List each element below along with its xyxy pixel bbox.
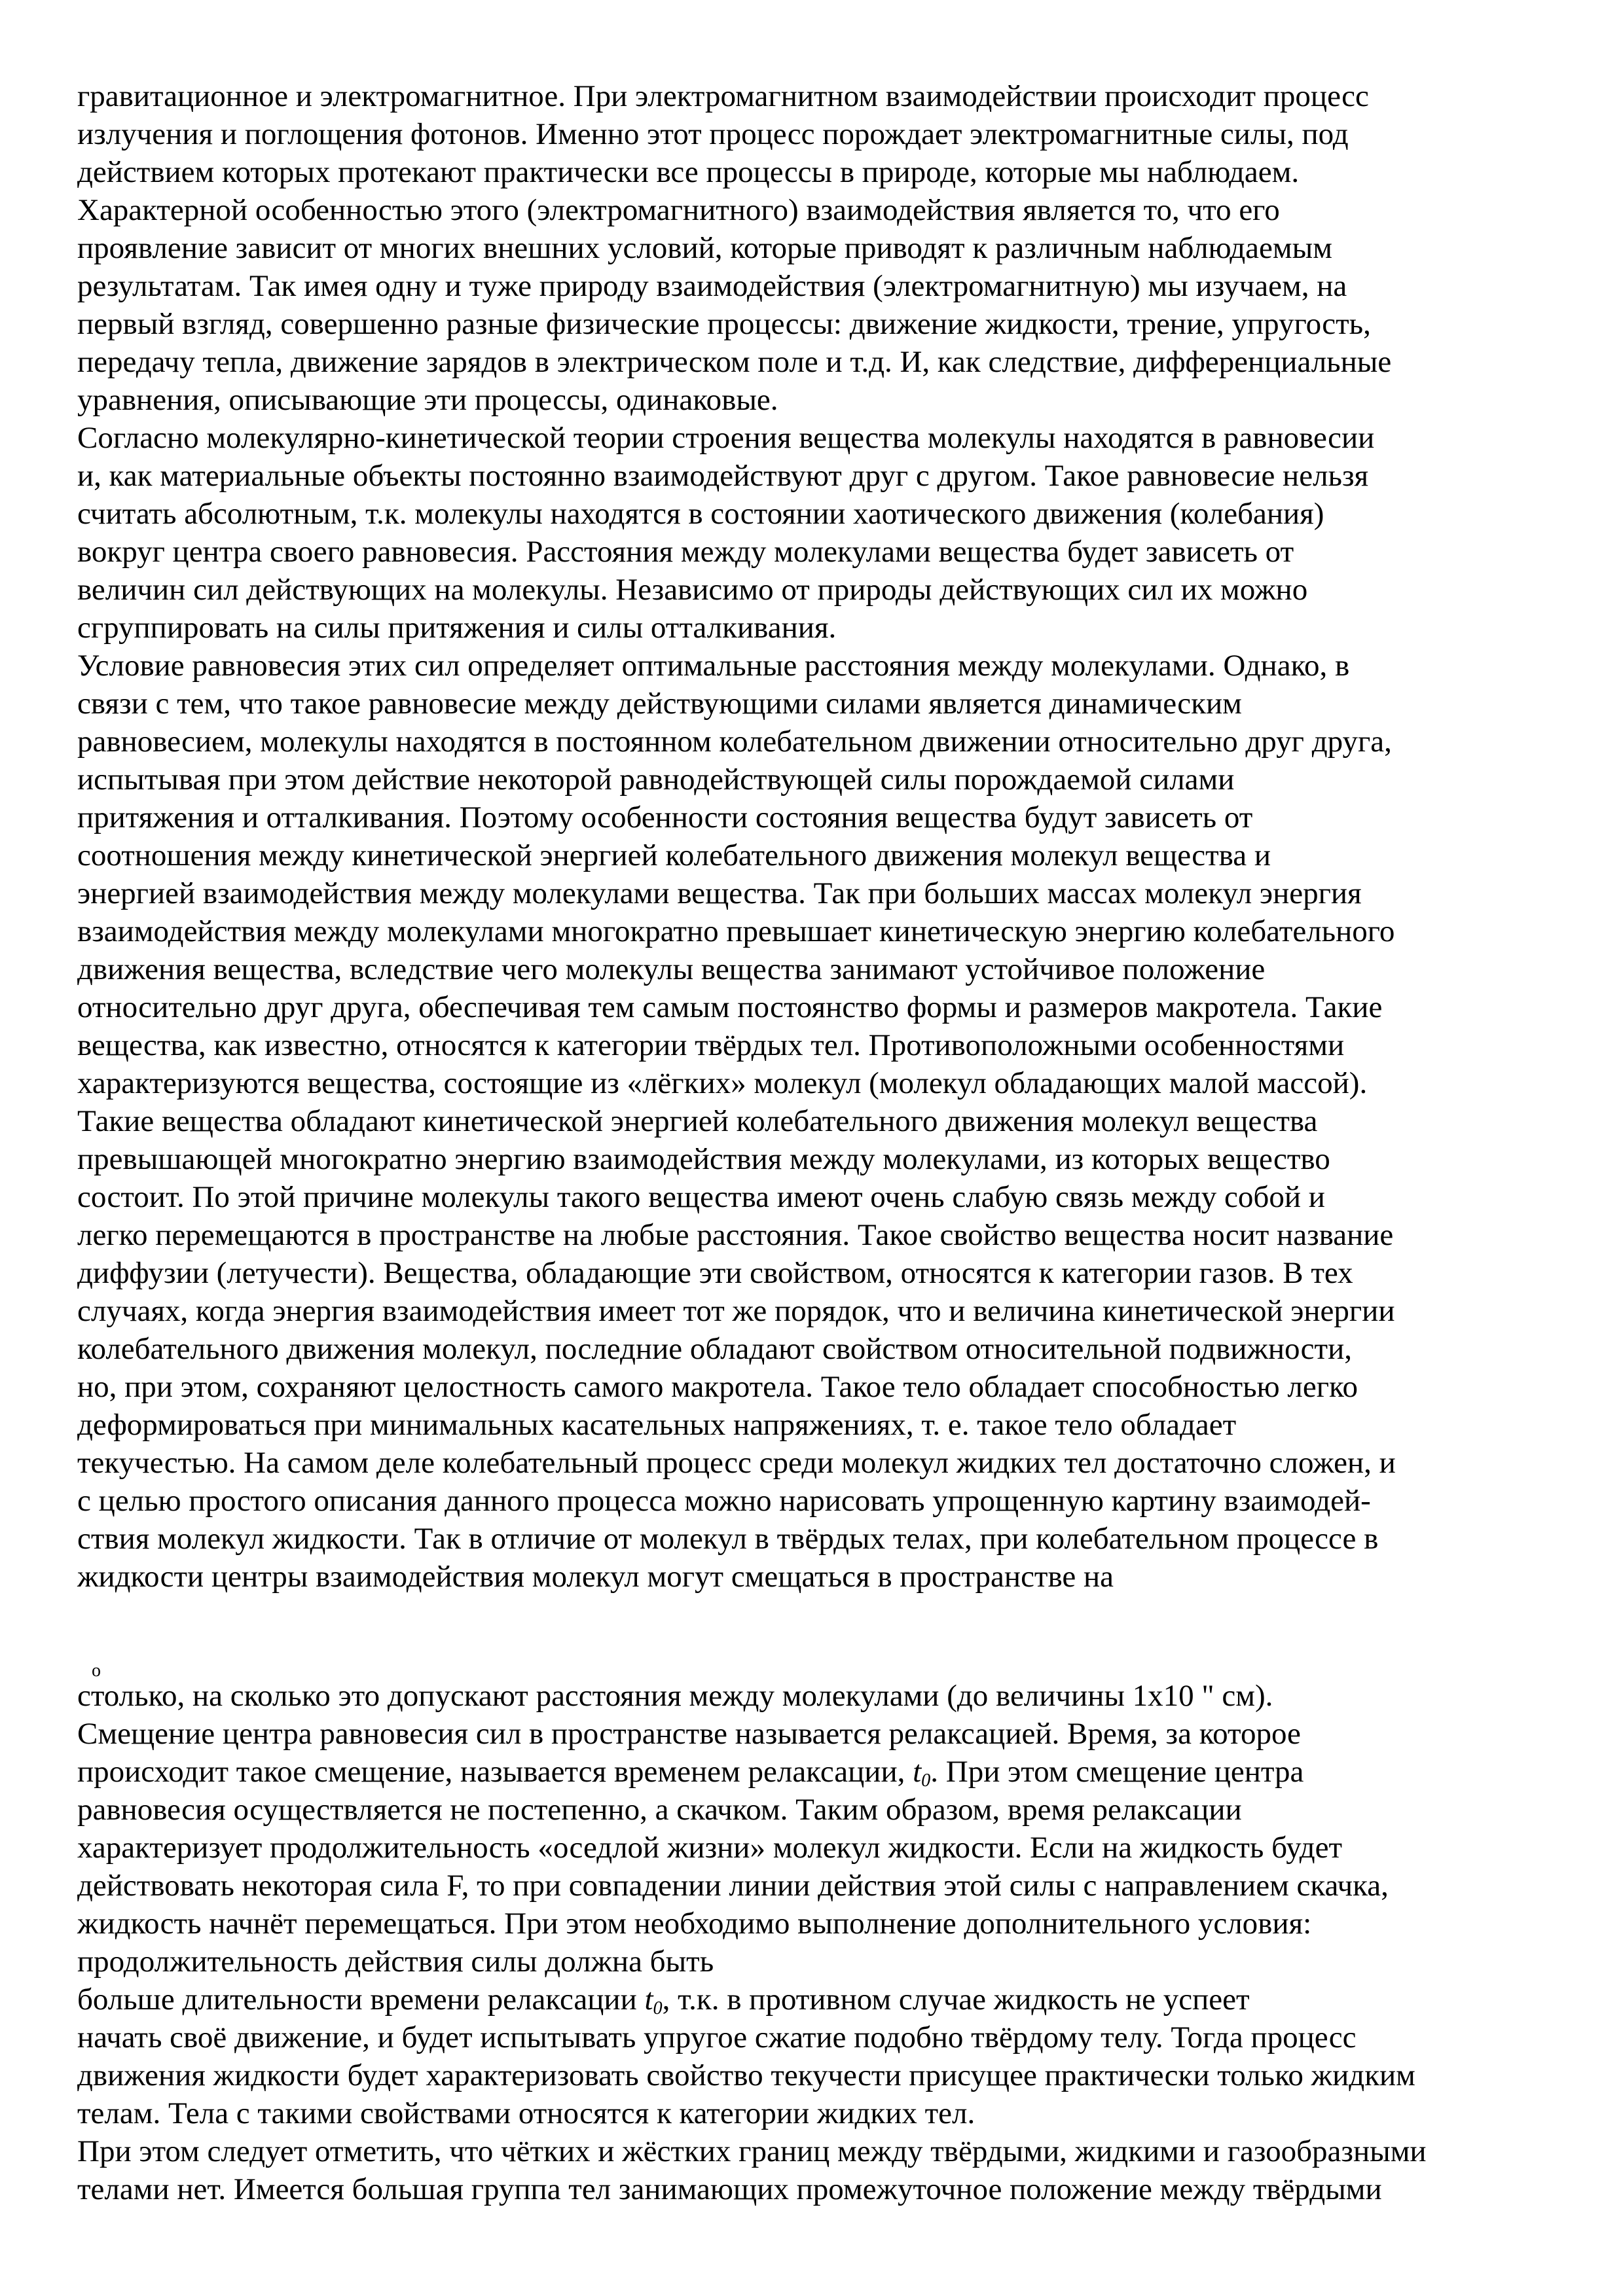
text-line: характеризуются вещества, состоящие из «лёгких» молекул (молекул обладающих малой массой). xyxy=(77,1066,1368,1100)
text-line: уравнения, описывающие эти процессы, одинаковые. xyxy=(77,383,778,417)
text-segment: . При этом смещение центра xyxy=(930,1755,1304,1789)
text-line: случаях, когда энергия взаимодействия имеет тот же порядок, что и величина кинетической энергии xyxy=(77,1294,1395,1328)
text-line: движения жидкости будет характеризовать свойство текучести присущее практически только жидким xyxy=(77,2058,1415,2092)
text-line: Такие вещества обладают кинетической энергией колебательного движения молекул вещества xyxy=(77,1104,1318,1138)
text-line: характеризует продолжительность «оседлой жизни» молекул жидкости. Если на жидкость будет xyxy=(77,1831,1343,1865)
text-line: При этом следует отметить, что чётких и жёстких границ между твёрдыми, жидкими и газообразными xyxy=(77,2134,1427,2168)
text-line: деформироваться при минимальных касательных напряжениях, т. е. такое тело обладает xyxy=(77,1408,1237,1442)
text-segment: происходит такое смещение, называется временем релаксации, xyxy=(77,1755,913,1789)
text-line: текучестью. На самом деле колебательный процесс среди молекул жидких тел достаточно сложен, и xyxy=(77,1446,1396,1480)
text-line: жидкости центры взаимодействия молекул могут смещаться в пространстве на xyxy=(77,1560,1114,1594)
text-line: продолжительность действия силы должна быть xyxy=(77,1945,714,1979)
text-line: Характерной особенностью этого (электромагнитного) взаимодействия является то, что его xyxy=(77,193,1280,227)
text-line: легко перемещаются в пространстве на любые расстояния. Такое свойство вещества носит название xyxy=(77,1218,1394,1252)
text-line: равновесия осуществляется не постепенно, а скачком. Таким образом, время релаксации xyxy=(77,1793,1242,1827)
text-line: Согласно молекулярно-кинетической теории строения вещества молекулы находятся в равновесии xyxy=(77,421,1375,455)
text-line: гравитационное и электромагнитное. При электромагнитном взаимодействии происходит процесс xyxy=(77,79,1369,113)
text-line: сгруппировать на силы притяжения и силы отталкивания. xyxy=(77,611,837,645)
text-line: передачу тепла, движение зарядов в электрическом поле и т.д. И, как следствие, дифференциальные xyxy=(77,345,1392,379)
text-line: считать абсолютным, т.к. молекулы находятся в состоянии хаотического движения (колебания) xyxy=(77,497,1324,531)
text-line: результатам. Так имея одну и туже природу взаимодействия (электромагнитную) мы изучаем, на xyxy=(77,269,1347,303)
text-line: Смещение центра равновесия сил в пространстве называется релаксацией. Время, за которое xyxy=(77,1717,1301,1751)
text-line: проявление зависит от многих внешних условий, которые приводят к различным наблюдаемым xyxy=(77,231,1332,265)
text-line: соотношения между кинетической энергией колебательного движения молекул вещества и xyxy=(77,838,1271,872)
text-line: состоит. По этой причине молекулы такого вещества имеют очень слабую связь между собой и xyxy=(77,1180,1325,1214)
text-line: жидкость начнёт перемещаться. При этом необходимо выполнение дополнительного условия: xyxy=(77,1907,1312,1941)
text-line: излучения и поглощения фотонов. Именно этот процесс порождает электромагнитные силы, под xyxy=(77,117,1349,151)
text-line: вещества, как известно, относятся к категории твёрдых тел. Противоположными особенностями xyxy=(77,1028,1345,1062)
text-line: действовать некоторая сила F, то при совпадении линии действия этой силы с направлением скачка, xyxy=(77,1869,1389,1903)
text-line: и, как материальные объекты постоянно взаимодействуют друг с другом. Такое равновесие нельзя xyxy=(77,459,1369,493)
text-line: телами нет. Имеется большая группа тел занимающих промежуточное положение между твёрдыми xyxy=(77,2172,1382,2206)
text-line: но, при этом, сохраняют целостность самого макротела. Такое тело обладает способностью легко xyxy=(77,1370,1358,1404)
text-line: притяжения и отталкивания. Поэтому особенности состояния вещества будут зависеть от xyxy=(77,800,1253,834)
text-line: равновесием, молекулы находятся в постоянном колебательном движении относительно друг друга, xyxy=(77,725,1392,759)
text-line: ствия молекул жидкости. Так в отличие от молекул в твёрдых телах, при колебательном процессе в xyxy=(77,1522,1379,1556)
text-line: столько, на сколько это допускают расстояния между молекулами (до величины 1x10 " см). xyxy=(77,1679,1273,1713)
text-line: с целью простого описания данного процесса можно нарисовать упрощенную картину взаимодей- xyxy=(77,1484,1371,1518)
text-line: взаимодействия между молекулами многократно превышает кинетическую энергию колебательного xyxy=(77,914,1395,948)
text-line: первый взгляд, совершенно разные физические процессы: движение жидкости, трение, упругость, xyxy=(77,307,1371,341)
text-line: движения вещества, вследствие чего молекулы вещества занимают устойчивое положение xyxy=(77,952,1266,986)
degree-marker: o xyxy=(92,1660,101,1681)
text-line: диффузии (летучести). Вещества, обладающие эти свойством, относятся к категории газов. В тех xyxy=(77,1256,1353,1290)
text-line xyxy=(77,1753,1304,1791)
text-line: действием которых протекают практически все процессы в природе, которые мы наблюдаем. xyxy=(77,155,1300,189)
text-line: телам. Тела с такими свойствами относятся к категории жидких тел. xyxy=(77,2096,976,2130)
text-line: превышающей многократно энергию взаимодействия между молекулами, из которых вещество xyxy=(77,1142,1330,1176)
text-line: начать своё движение, и будет испытывать упругое сжатие подобно твёрдому телу. Тогда процесс xyxy=(77,2020,1357,2054)
text-segment: больше длительности времени релаксации xyxy=(77,1982,645,2017)
text-line: величин сил действующих на молекулы. Независимо от природы действующих сил их можно xyxy=(77,573,1308,607)
text-line: вокруг центра своего равновесия. Расстояния между молекулами вещества будет зависеть от xyxy=(77,535,1294,569)
text-line: Условие равновесия этих сил определяет оптимальные расстояния между молекулами. Однако, в xyxy=(77,649,1350,683)
text-line: колебательного движения молекул, последние обладают свойством относительной подвижности, xyxy=(77,1332,1352,1366)
text-segment: , т.к. в противном случае жидкость не успеет xyxy=(662,1982,1250,2017)
text-line: относительно друг друга, обеспечивая тем самым постоянство формы и размеров макротела. Такие xyxy=(77,990,1383,1024)
symbol-t0: $t_0$ xyxy=(913,1755,931,1791)
text-line: связи с тем, что такое равновесие между действующими силами является динамическим xyxy=(77,687,1242,721)
text-line: испытывая при этом действие некоторой равнодействующей силы порождаемой силами xyxy=(77,762,1235,797)
text-line xyxy=(77,1981,1250,2018)
text-line: энергией взаимодействия между молекулами вещества. Так при больших массах молекул энергия xyxy=(77,876,1362,910)
symbol-t0: $t_0$ xyxy=(644,1982,663,2019)
